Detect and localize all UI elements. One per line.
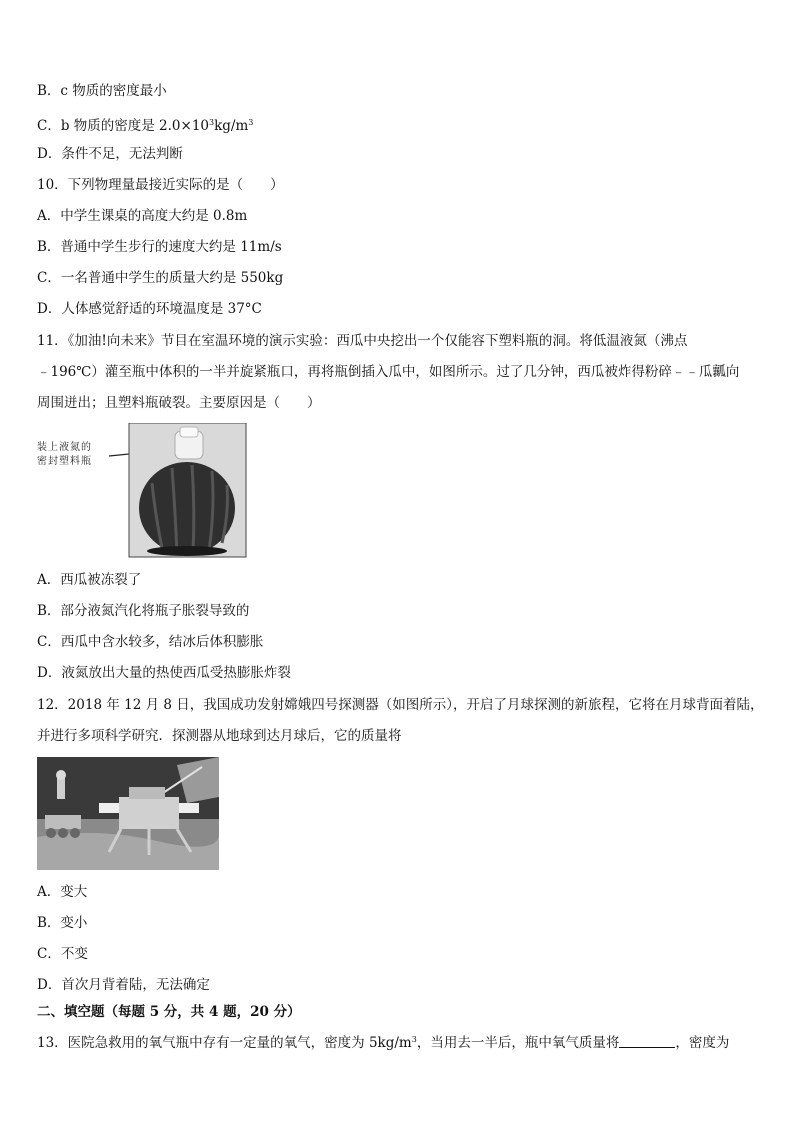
q11-option-b: B．部分液氮汽化将瓶子胀裂导致的: [37, 603, 250, 619]
q11-option-a: A．西瓜被冻裂了: [37, 572, 142, 588]
section-heading-fill-blank: 二、填空题（每题 5 分，共 4 题，20 分）: [37, 1004, 301, 1020]
q13-stem-middle: ，当用去一半后，瓶中氧气质量将: [416, 1035, 620, 1051]
q12-option-b: B．变小: [37, 915, 88, 931]
q11-stem-line3: 周围迸出；且塑料瓶破裂。主要原因是（ ）: [37, 395, 321, 411]
q12-option-c: C．不变: [37, 946, 88, 962]
q11-stem-line1: 11．《加油!向未来》节目在室温环境的演示实验：西瓜中央挖出一个仅能容下塑料瓶的洞。将低温液氮（沸点: [37, 333, 688, 349]
watermelon-photo: [37, 423, 247, 558]
q10-option-a: A．中学生课桌的高度大约是 0.8m: [37, 208, 248, 224]
q12-option-d: D．首次月背着陆，无法确定: [37, 977, 210, 993]
q11-option-d: D．液氮放出大量的热使西瓜受热膨胀炸裂: [37, 665, 291, 681]
q10-option-d: D．人体感觉舒适的环境温度是 37°C: [37, 301, 262, 317]
q12-option-a: A．变大: [37, 884, 88, 900]
q9-option-b: B．c 物质的密度最小: [37, 83, 167, 99]
q9-option-c-exponent: 3: [209, 118, 215, 127]
lander-photo: [37, 757, 219, 870]
q11-option-c: C．西瓜中含水较多，结冰后体积膨胀: [37, 634, 264, 650]
q10-option-c: C．一名普通中学生的质量大约是 550kg: [37, 270, 284, 286]
q13-unit-exponent: 3: [411, 1035, 417, 1044]
q9-option-c: [37, 114, 253, 135]
q12-stem-line2: 并进行多项科学研究．探测器从地球到达月球后，它的质量将: [37, 728, 402, 744]
q13-stem-text: 13．医院急救用的氧气瓶中存有一定量的氧气，密度为 5kg/m: [37, 1035, 412, 1051]
q10-stem: 10．下列物理量最接近实际的是（ ）: [37, 177, 284, 193]
q11-stem-line2: ﹣196℃）灌至瓶中体积的一半并旋紧瓶口，再将瓶倒插入瓜中，如图所示。过了几分钟，西瓜被炸得粉碎﹣﹣瓜瓤向: [37, 364, 740, 380]
figure-label-line2: 密封塑料瓶: [37, 456, 92, 467]
watermelon-figure: [37, 423, 247, 558]
q9-option-c-text: C．b 物质的密度是 2.0×10: [37, 118, 210, 134]
q10-option-b: B．普通中学生步行的速度大约是 11m/s: [37, 239, 282, 255]
figure-label-line1: 装上液氮的: [37, 442, 92, 453]
q9-option-c-unit-exponent: 3: [248, 118, 254, 127]
q13-stem: [37, 1031, 729, 1052]
q9-option-c-unit: kg/m: [214, 118, 249, 134]
lander-figure: [37, 757, 219, 870]
q9-option-d: D．条件不足，无法判断: [37, 146, 183, 162]
q12-stem-line1: 12．2018 年 12 月 8 日，我国成功发射嫦娥四号探测器（如图所示），开启了月球探测的新旅程，它将在月球背面着陆，: [37, 697, 764, 713]
q13-stem-end: ，密度为: [675, 1035, 730, 1051]
q13-answer-blank: [619, 1035, 675, 1048]
